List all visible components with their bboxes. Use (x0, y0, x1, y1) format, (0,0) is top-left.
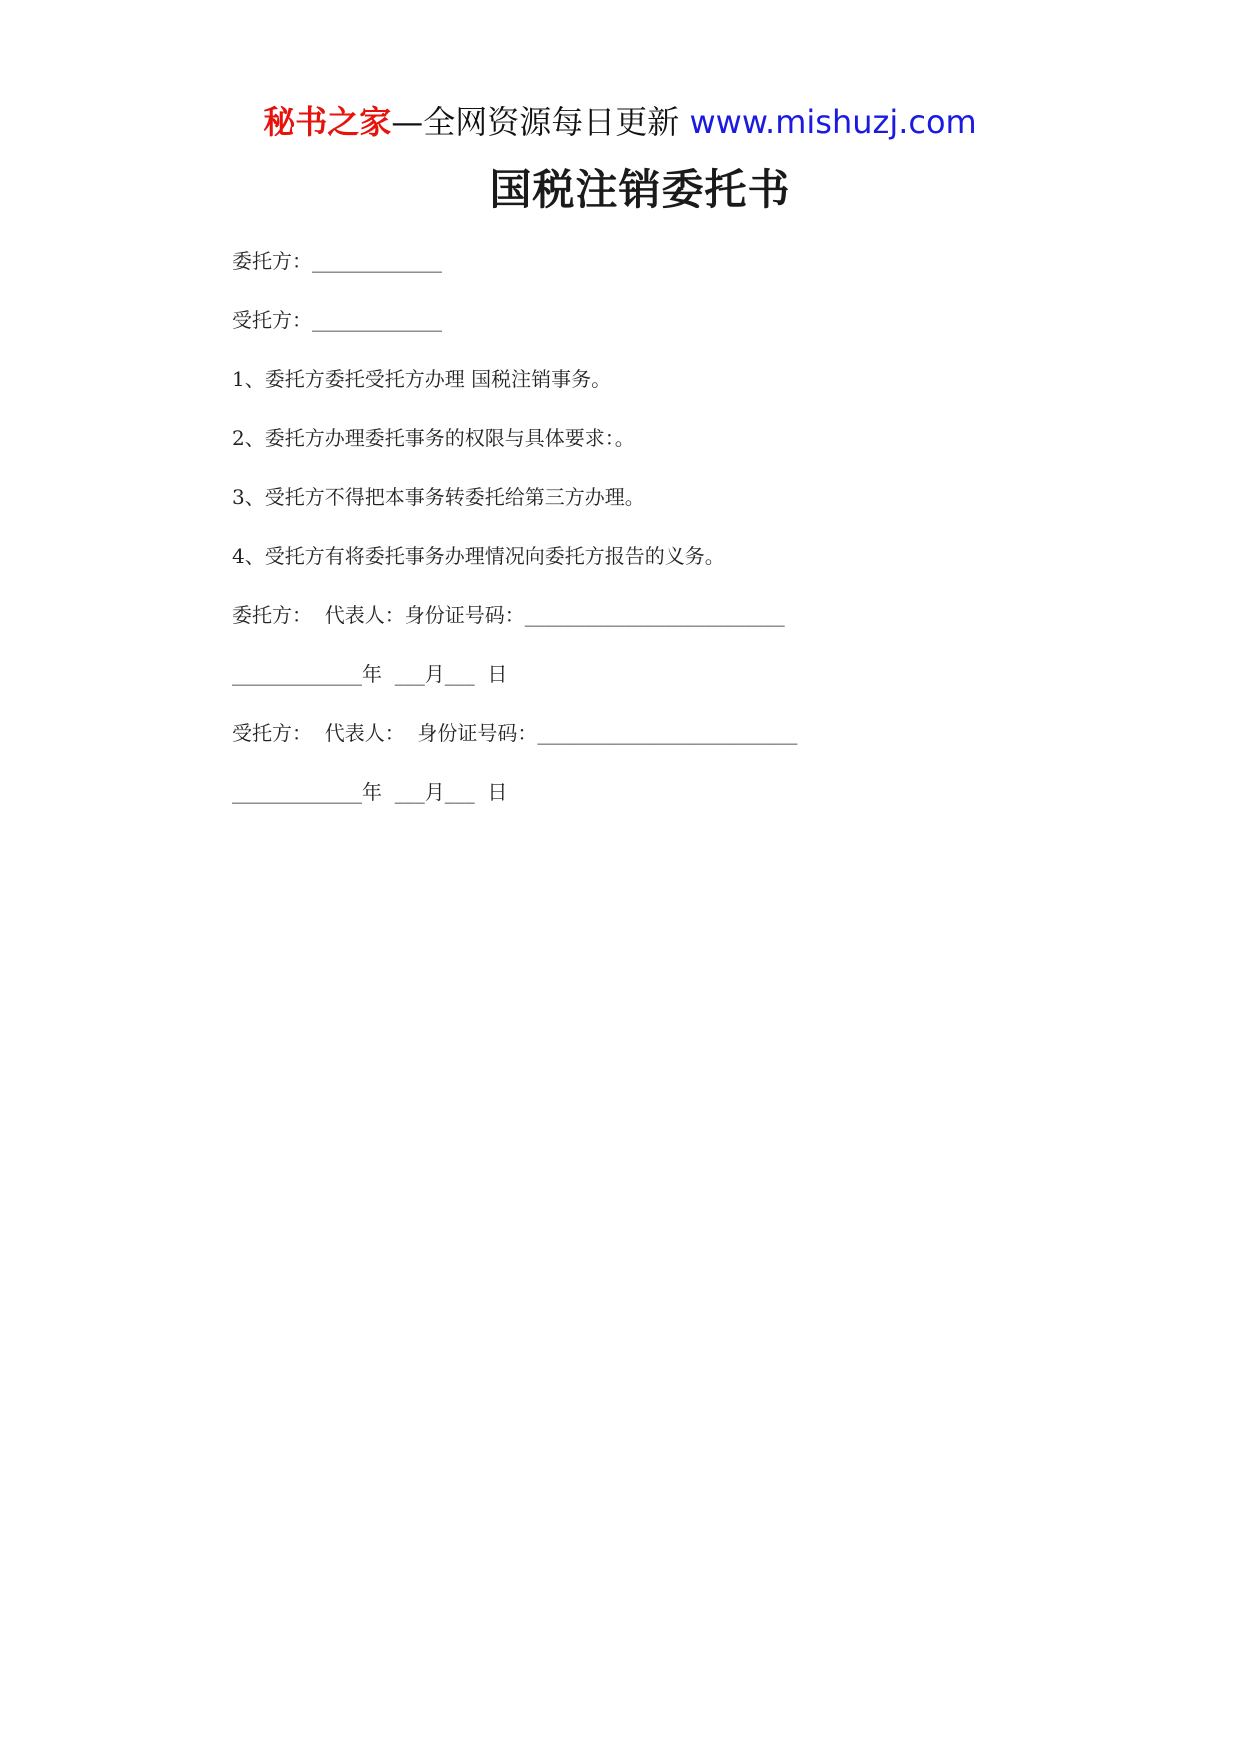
document-title: 国税注销委托书 (489, 165, 791, 214)
site-brand: 秘书之家 (263, 103, 392, 141)
principal-signature-line: 委托方： 代表人：身份证号码：__________________________ (232, 603, 785, 627)
clause-2: 2、委托方办理委托事务的权限与具体要求：。 (232, 426, 635, 450)
clause-1: 1、委托方委托受托方办理 国税注销事务。 (232, 367, 612, 391)
site-tagline: —全网资源每日更新 (391, 103, 680, 141)
clause-3: 3、受托方不得把本事务转委托给第三方办理。 (232, 485, 645, 509)
site-url-link[interactable]: www.mishuzj.com (689, 103, 977, 141)
principal-date-line: _____________年 ___月___ 日 (232, 662, 508, 686)
agent-line: 受托方：_____________ (232, 308, 442, 332)
agent-date-line: _____________年 ___月___ 日 (232, 780, 508, 804)
document-body (232, 246, 1052, 836)
principal-line: 委托方：_____________ (232, 249, 442, 273)
clause-4: 4、受托方有将委托事务办理情况向委托方报告的义务。 (232, 544, 725, 568)
site-header (0, 100, 1240, 144)
agent-signature-line: 受托方： 代表人： 身份证号码：__________________________ (232, 721, 798, 745)
